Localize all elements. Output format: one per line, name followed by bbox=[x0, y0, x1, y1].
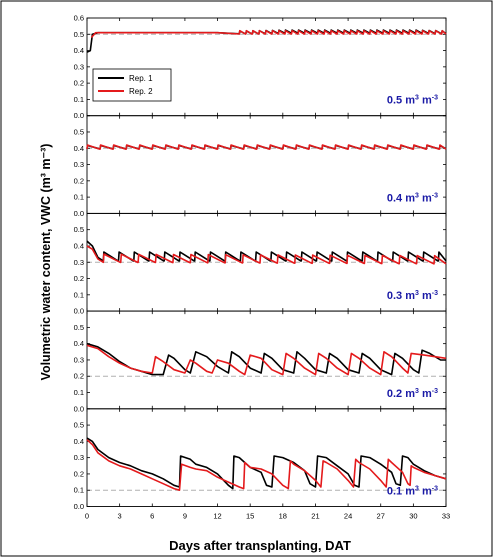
y-tick-label: 0.2 bbox=[73, 78, 84, 88]
x-axis-title: Days after transplanting, DAT bbox=[169, 538, 351, 553]
y-tick-label: 0.4 bbox=[73, 143, 84, 153]
y-tick-label: 0.5 bbox=[73, 420, 84, 430]
x-tick-label: 24 bbox=[343, 511, 353, 521]
panel-label: 0.4 $m^3$ $m^{-3}$ bbox=[386, 192, 438, 205]
y-tick-label: 0.5 bbox=[73, 29, 84, 39]
y-tick-label: 0.0 bbox=[73, 404, 84, 414]
x-tick-label: 18 bbox=[278, 511, 287, 521]
y-tick-label: 0.0 bbox=[73, 111, 84, 121]
y-axis-title: Volumetric water content, VWC (m³ m⁻³) bbox=[39, 143, 53, 381]
y-tick-label: 0.2 bbox=[73, 371, 84, 381]
y-tick-label: 0.0 bbox=[73, 306, 84, 316]
y-tick-label: 0.3 bbox=[73, 257, 84, 267]
x-tick-label: 12 bbox=[213, 511, 222, 521]
y-tick-label: 0.1 bbox=[73, 290, 84, 300]
y-tick-label: 0.0 bbox=[73, 502, 84, 511]
y-tick-label: 0.4 bbox=[73, 46, 84, 56]
x-tick-label: 0 bbox=[84, 511, 90, 521]
y-tick-label: 0.3 bbox=[73, 160, 84, 170]
y-tick-label: 0.1 bbox=[73, 485, 84, 495]
y-tick-label: 0.5 bbox=[73, 322, 84, 332]
x-tick-label: 27 bbox=[376, 511, 385, 521]
legend bbox=[93, 69, 171, 101]
y-tick-label: 0.4 bbox=[73, 339, 84, 349]
panel-label: 0.2 $m^3$ $m^{-3}$ bbox=[386, 387, 438, 400]
y-tick-label: 0.2 bbox=[73, 274, 84, 284]
legend-label-rep2: Rep. 2 bbox=[129, 87, 153, 96]
y-tick-label: 0.6 bbox=[73, 13, 84, 23]
legend-label-rep1: Rep. 1 bbox=[129, 74, 153, 83]
y-tick-label: 0.1 bbox=[73, 388, 84, 398]
y-tick-label: 0.5 bbox=[73, 225, 84, 235]
y-tick-label: 0.2 bbox=[73, 176, 84, 186]
panel-label: 0.5 $m^3$ $m^{-3}$ bbox=[386, 94, 438, 107]
x-tick-label: 6 bbox=[150, 511, 155, 521]
x-tick-label: 21 bbox=[311, 511, 320, 521]
x-tick-label: 3 bbox=[117, 511, 122, 521]
y-tick-label: 0.1 bbox=[73, 192, 84, 202]
x-tick-label: 33 bbox=[441, 511, 451, 521]
x-tick-label: 30 bbox=[409, 511, 418, 521]
y-tick-label: 0.3 bbox=[73, 453, 84, 463]
y-tick-label: 0.5 bbox=[73, 127, 84, 137]
y-tick-label: 0.4 bbox=[73, 436, 84, 446]
y-tick-label: 0.2 bbox=[73, 469, 84, 479]
y-tick-label: 0.0 bbox=[73, 208, 84, 218]
x-tick-label: 9 bbox=[182, 511, 187, 521]
y-tick-label: 0.4 bbox=[73, 241, 84, 251]
x-tick-label: 15 bbox=[246, 511, 255, 521]
y-tick-label: 0.3 bbox=[73, 62, 84, 72]
y-tick-label: 0.3 bbox=[73, 355, 84, 365]
panel-label: 0.3 $m^3$ $m^{-3}$ bbox=[386, 290, 438, 303]
y-tick-label: 0.1 bbox=[73, 94, 84, 104]
panel-label: 0.1 $m^3$ $m^{-3}$ bbox=[386, 485, 438, 498]
